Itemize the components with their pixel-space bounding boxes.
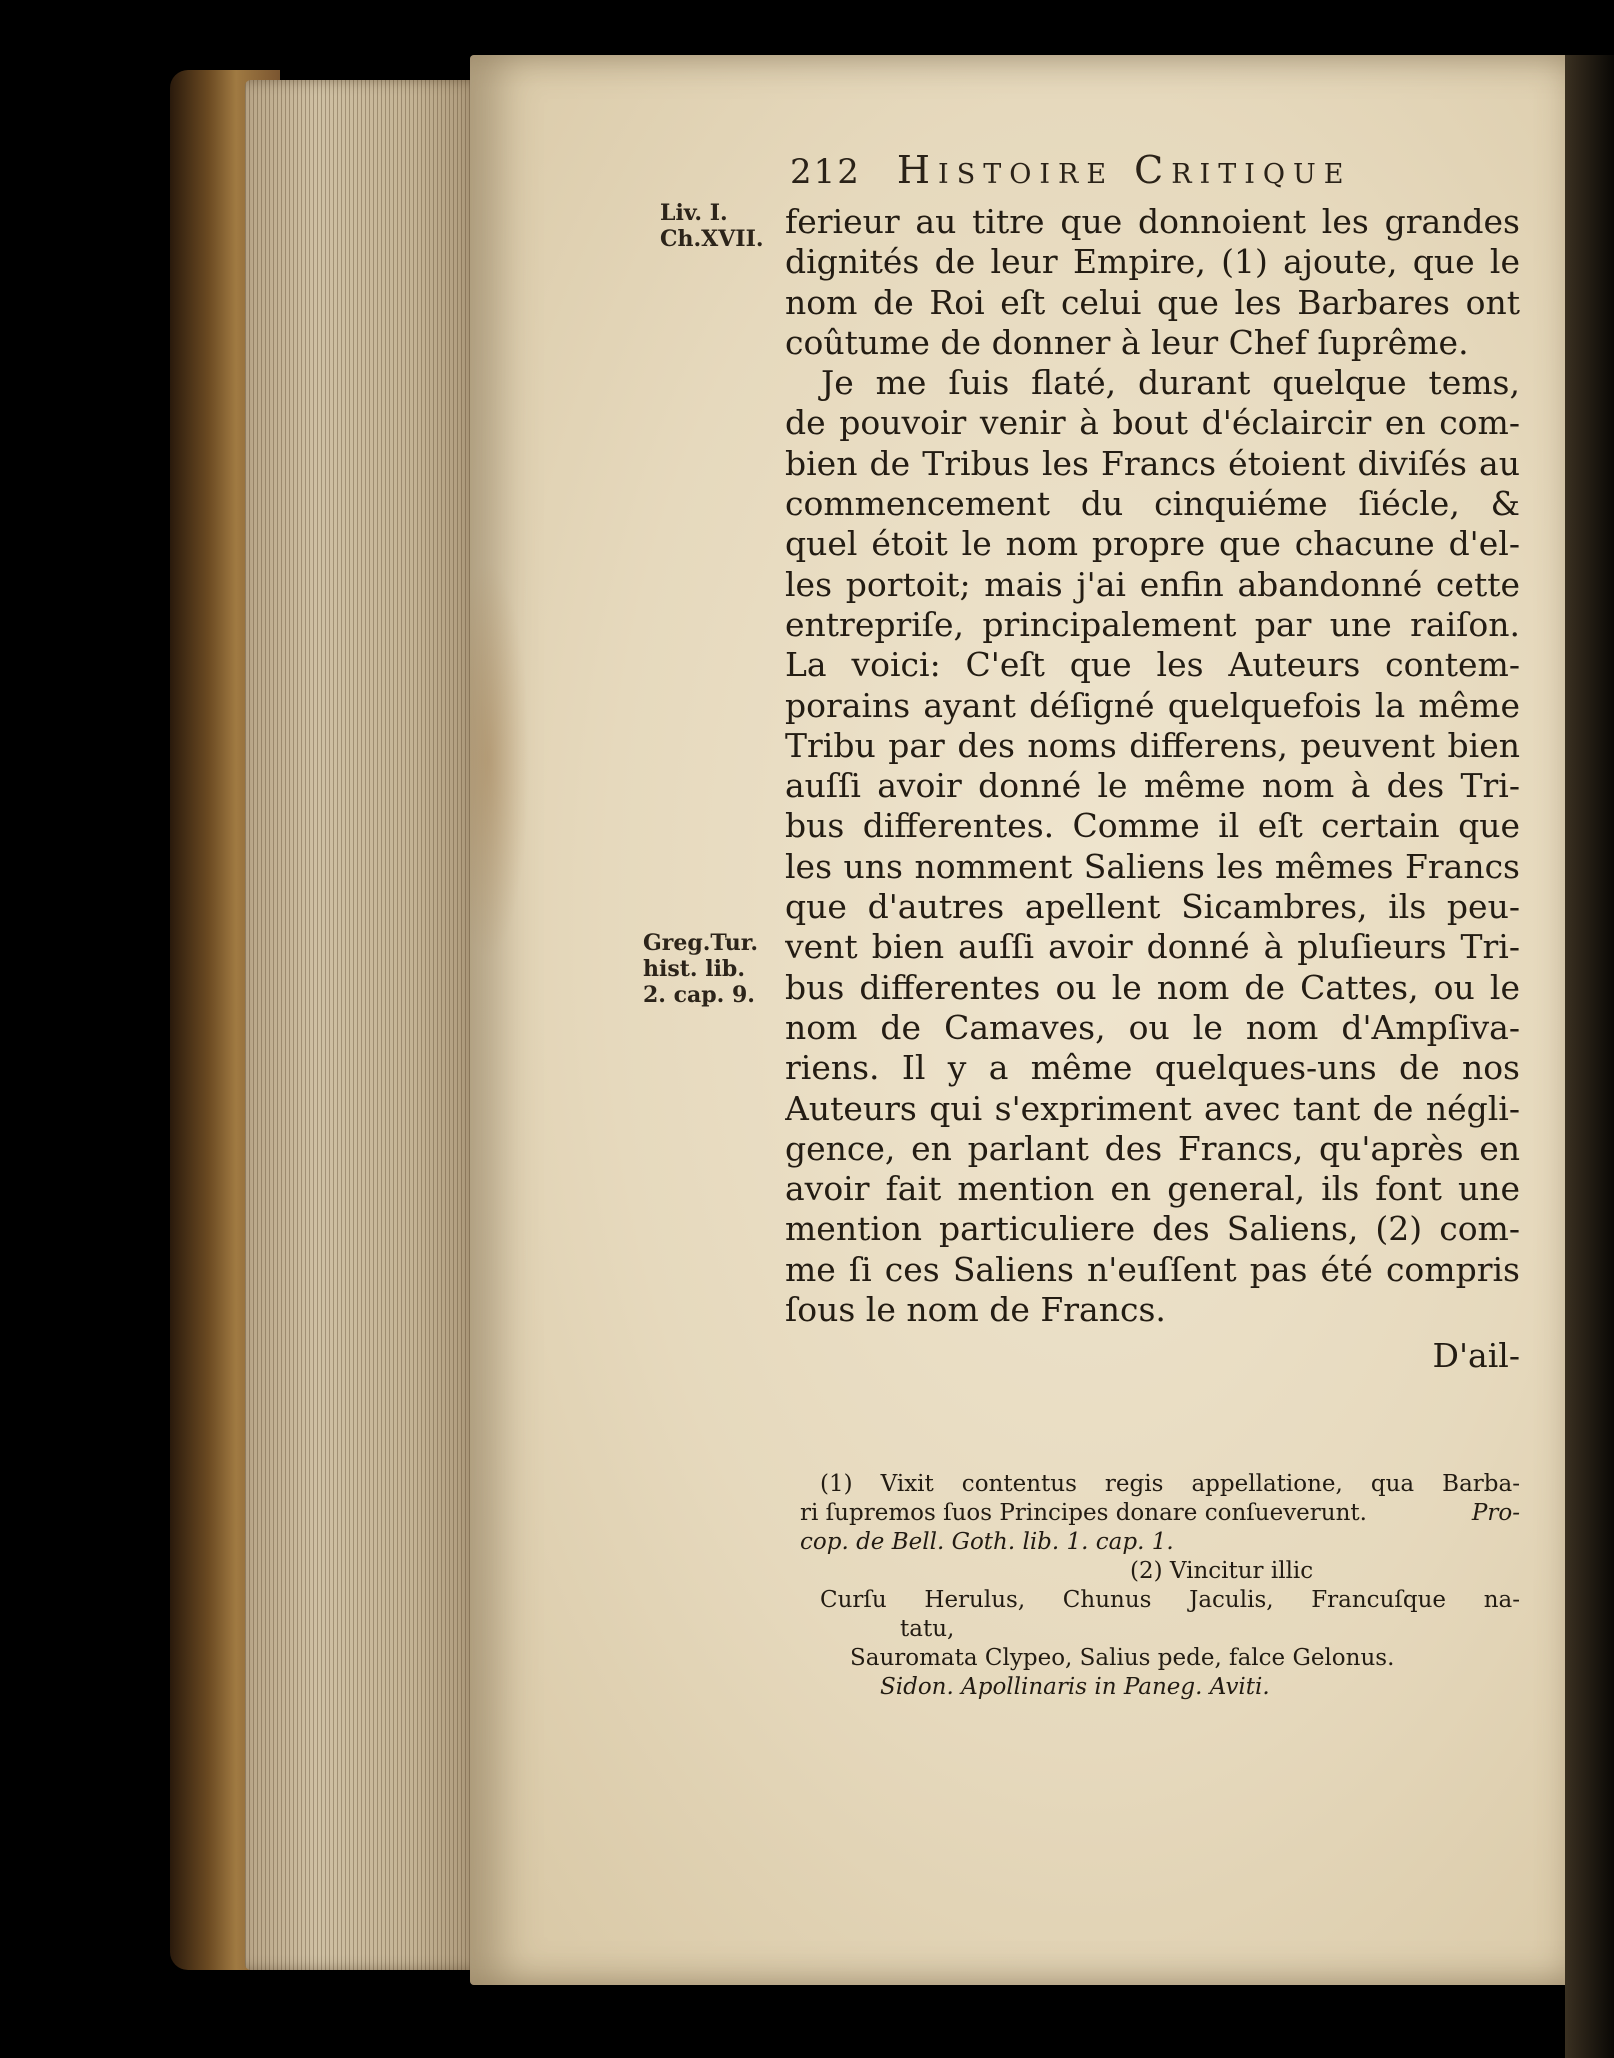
body-line: entrepriſe, principalement par une raiſon.: [785, 604, 1520, 644]
body-line: ferieur au titre que donnoient les grandes: [785, 202, 1520, 241]
running-head: [790, 148, 1510, 198]
body-line: les uns nomment Saliens les mêmes Francs: [785, 846, 1520, 886]
footnote-text: ri ſupremos ſuos Principes donare conſueverunt.: [800, 1500, 1367, 1526]
body-line: auſſi avoir donné le même nom à des Tri-: [785, 766, 1520, 806]
footnote-line: (1) Vixit contentus regis appellatione, qua Barba-: [820, 1471, 1520, 1497]
body-line: commencement du cinquiéme ſiécle, &: [785, 484, 1520, 524]
body-line: Tribu par des noms differens, peuvent bien: [785, 725, 1520, 765]
body-line: de pouvoir venir à bout d'éclaircir en com-: [785, 403, 1520, 443]
body-line: ſous le nom de Francs.: [785, 1290, 1166, 1330]
footnote-line: tatu,: [900, 1616, 955, 1642]
body-text: [785, 202, 1520, 1377]
body-line: La voici: C'eſt que les Auteurs contem-: [785, 645, 1520, 685]
body-line: bien de Tribus les Francs étoient diviſés au: [785, 443, 1520, 483]
body-line: me ſi ces Saliens n'euſſent pas été compris: [785, 1249, 1520, 1289]
footnote-line: (2) Vincitur illic: [1130, 1558, 1314, 1584]
catchword: D'ail-: [1432, 1336, 1520, 1376]
footnote-line: Curſu Herulus, Chunus Jaculis, Francuſque na-: [820, 1587, 1520, 1613]
body-line: gence, en parlant des Francs, qu'après en: [785, 1128, 1520, 1168]
body-line: les portoit; mais j'ai enfin abandonné cette: [785, 564, 1520, 604]
body-line: coûtume de donner à leur Chef ſuprême.: [785, 322, 1469, 362]
footnote-line: [800, 1499, 1520, 1528]
background-edge: [1565, 55, 1614, 2058]
footnotes: [800, 1470, 1520, 1702]
footnote-line: Sauromata Clypeo, Salius pede, falce Gelonus.: [850, 1645, 1395, 1671]
margin-note-chapter: Liv. I. Ch.XVII.: [660, 200, 764, 252]
margin-note-reference: Greg.Tur. hist. lib. 2. cap. 9.: [643, 930, 758, 1008]
footnote-line: cop. de Bell. Goth. lib. 1. cap. 1.: [800, 1529, 1174, 1555]
body-line: bus differentes ou le nom de Cattes, ou le: [785, 967, 1520, 1007]
footnote-line: Sidon. Apollinaris in Paneg. Aviti.: [880, 1674, 1270, 1700]
page-fore-edge: [245, 80, 485, 1970]
body-line: Je me ſuis flaté, durant quelque tems,: [821, 363, 1520, 403]
body-line: Auteurs qui s'expriment avec tant de négli-: [785, 1088, 1520, 1128]
body-line: nom de Camaves, ou le nom d'Ampſiva-: [785, 1007, 1520, 1047]
body-line: riens. Il y a même quelques-uns de nos: [785, 1048, 1520, 1088]
running-title: Histoire Critique: [896, 148, 1352, 192]
body-line: porains ayant déſigné quelquefois la même: [785, 685, 1520, 725]
body-line: bus differentes. Comme il eſt certain que: [785, 806, 1520, 846]
body-line: quel étoit le nom propre que chacune d'el-: [785, 524, 1520, 564]
footnote-citation: Pro-: [1471, 1500, 1520, 1526]
page-number: 212: [790, 152, 861, 192]
page-stain: [470, 560, 530, 960]
body-line: mention particuliere des Saliens, (2) com-: [785, 1209, 1520, 1249]
body-line: dignités de leur Empire, (1) ajoute, que le: [785, 242, 1520, 282]
body-line: nom de Roi eſt celui que les Barbares ont: [785, 282, 1520, 322]
body-line: que d'autres apellent Sicambres, ils peu-: [785, 887, 1520, 927]
body-line: avoir fait mention en general, ils font une: [785, 1169, 1520, 1209]
body-line: vent bien auſſi avoir donné à pluſieurs Tri-: [785, 927, 1520, 967]
